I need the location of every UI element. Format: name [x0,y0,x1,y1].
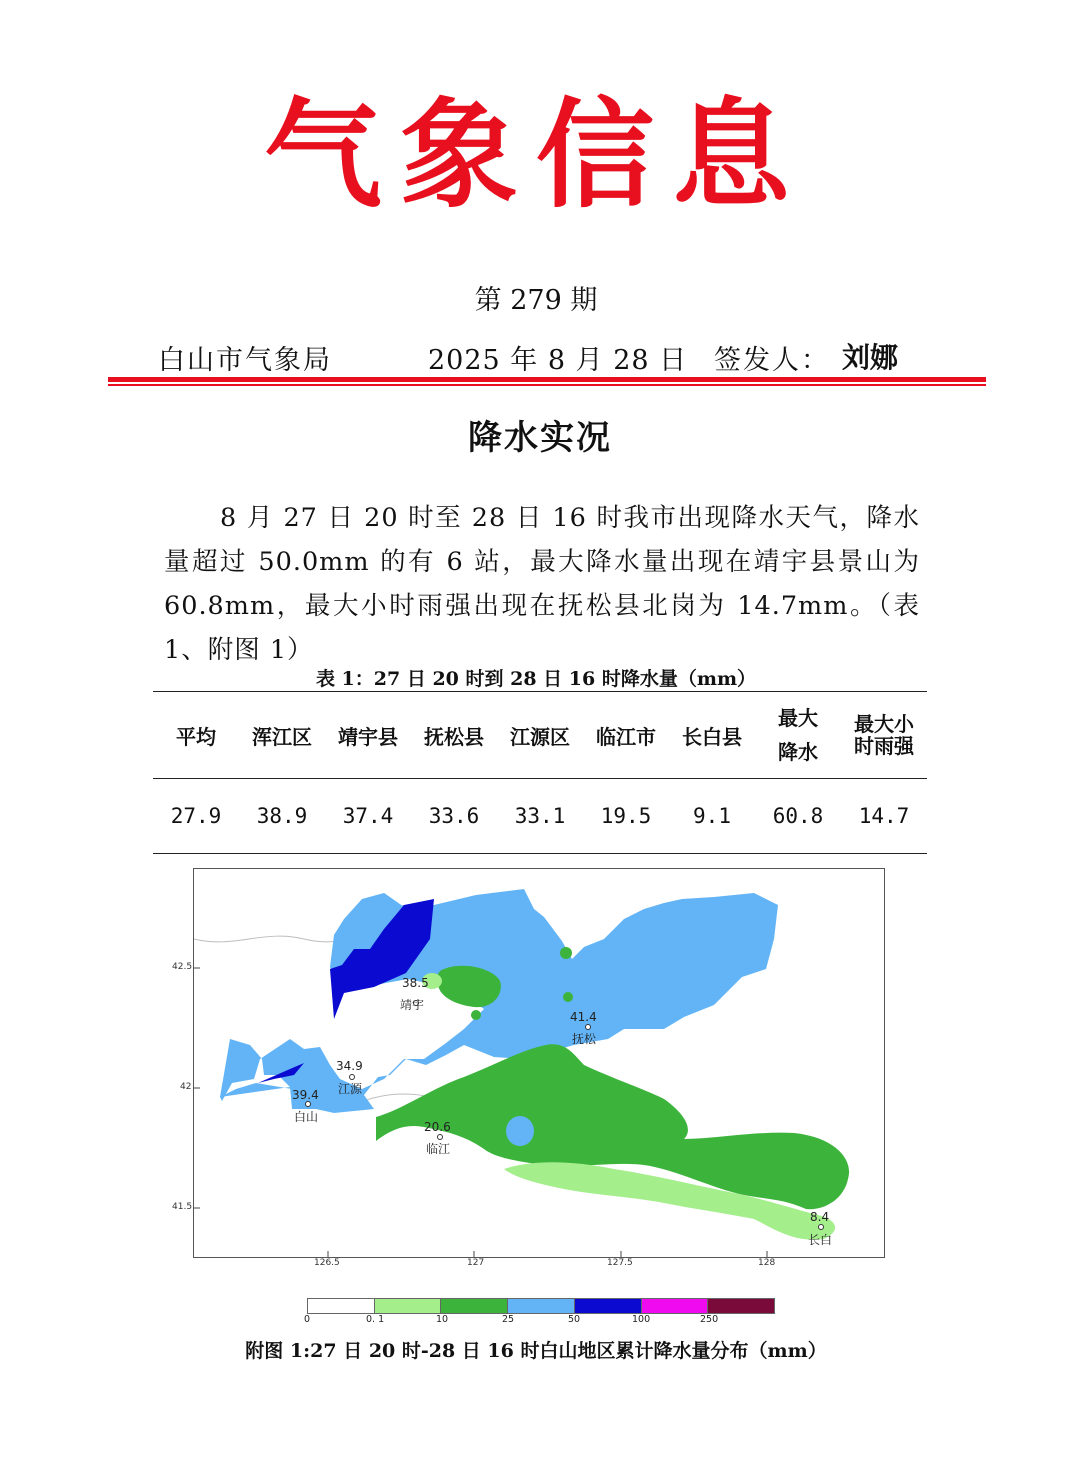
table-caption: 表 1：27 日 20 时到 28 日 16 时降水量（mm） [315,668,757,690]
cell-changbai: 9.1 [669,779,755,854]
station-value: 39.4 [292,1088,319,1102]
table-row [153,779,927,854]
station-value: 41.4 [570,1010,597,1024]
header-rule-thick [108,377,986,382]
cell-max-precip: 60.8 [755,779,841,854]
y-tick-label: 41.5 [172,1202,193,1212]
precip-map [193,868,885,1258]
signer-label: 签发人： [714,345,830,376]
col-header-max-hourly [841,692,927,779]
legend-swatch-100 [642,1299,709,1313]
region-10-25-spot-3 [471,1010,481,1020]
col-header-max-hourly-text: 最大小时雨强 [854,712,914,758]
x-tick-label: 127.5 [607,1258,633,1268]
col-header-average: 平均 [153,692,239,779]
cell-hunjiang: 38.9 [239,779,325,854]
col-header-max-precip [755,692,841,779]
legend-swatch-250 [708,1299,774,1313]
legend-tick: 25 [502,1314,515,1325]
x-tick-label: 128 [758,1258,776,1268]
col-header-jiangyuan: 江源区 [497,692,583,779]
station-marker [586,1025,591,1030]
legend-swatch-0 [308,1299,375,1313]
summary-paragraph [164,496,920,672]
issue-date: 2025 年 8 月 28 日 [428,345,688,376]
station-marker [438,1135,443,1140]
cell-linjiang: 19.5 [583,779,669,854]
station-marker [350,1075,355,1080]
legend-swatch-01 [375,1299,442,1313]
region-10-25-spot-2 [563,992,573,1002]
legend-tick: 0 [304,1314,311,1325]
station-name: 白山 [294,1110,319,1124]
station-name: 抚松 [572,1032,597,1046]
station-name: 江源 [338,1082,363,1096]
header-rule-thin [108,384,986,386]
legend-swatch-25 [508,1299,575,1313]
table-header-row [153,692,927,779]
y-tick-label: 42.5 [172,962,193,972]
issue-number: 第 279 期 [474,285,598,316]
legend-tick: 250 [700,1314,719,1325]
cell-average: 27.9 [153,779,239,854]
col-header-changbai: 长白县 [669,692,755,779]
signer-name: 刘娜 [842,341,899,374]
cell-fusong: 33.6 [411,779,497,854]
region-10-25-spot-1 [560,947,572,959]
station-value: 38.5 [402,976,429,990]
station-value: 8.4 [810,1210,830,1224]
col-header-fusong: 抚松县 [411,692,497,779]
cell-jingyu: 37.4 [325,779,411,854]
x-tick-label: 127 [467,1258,485,1268]
region-25-50-hole [506,1116,534,1146]
col-header-hunjiang: 浑江区 [239,692,325,779]
station-value: 20.6 [424,1120,451,1134]
section-title: 降水实况 [468,418,612,458]
y-tick-label: 42 [180,1082,192,1092]
agency-name: 白山市气象局 [158,345,332,376]
col-header-max-precip-text: 最大降水 [778,706,818,764]
map-x-ticks [328,1251,767,1257]
x-tick-label: 126.5 [314,1258,340,1268]
map-y-ticks [194,968,200,1208]
legend-ticks [300,1314,790,1328]
legend-tick: 50 [568,1314,581,1325]
precip-map-svg [194,869,884,1257]
station-marker [819,1225,824,1230]
station-marker [306,1102,311,1107]
legend-tick: 100 [632,1314,651,1325]
legend-tick: 0. 1 [366,1314,385,1325]
summary-text: 8 月 27 日 20 时至 28 日 16 时我市出现降水天气，降水量超过 50.0mm 的有 6 站，最大降水量出现在靖宇县景山为 60.8mm，最大小时雨强出现在抚松县北岗为 14.7mm。（表 1、附图 1） [164,503,920,665]
legend-swatch-50 [575,1299,642,1313]
station-name: 长白 [808,1233,833,1247]
station-linjiang [424,1120,451,1156]
cell-max-hourly: 14.7 [841,779,927,854]
legend-tick: 10 [436,1314,449,1325]
station-jingyu [400,976,429,1012]
legend-swatch-10 [441,1299,508,1313]
color-legend [307,1298,775,1314]
col-header-jingyu: 靖宇县 [325,692,411,779]
figure-caption: 附图 1:27 日 20 时-28 日 16 时白山地区累计降水量分布（mm） [245,1340,827,1362]
precip-table [153,691,927,854]
station-name: 临江 [426,1142,451,1156]
station-value: 34.9 [336,1059,363,1073]
col-header-linjiang: 临江市 [583,692,669,779]
station-jiangyuan [336,1059,363,1096]
cell-jiangyuan: 33.1 [497,779,583,854]
station-name: 靖宇 [400,998,425,1012]
masthead-title: 气象信息 [263,85,808,224]
